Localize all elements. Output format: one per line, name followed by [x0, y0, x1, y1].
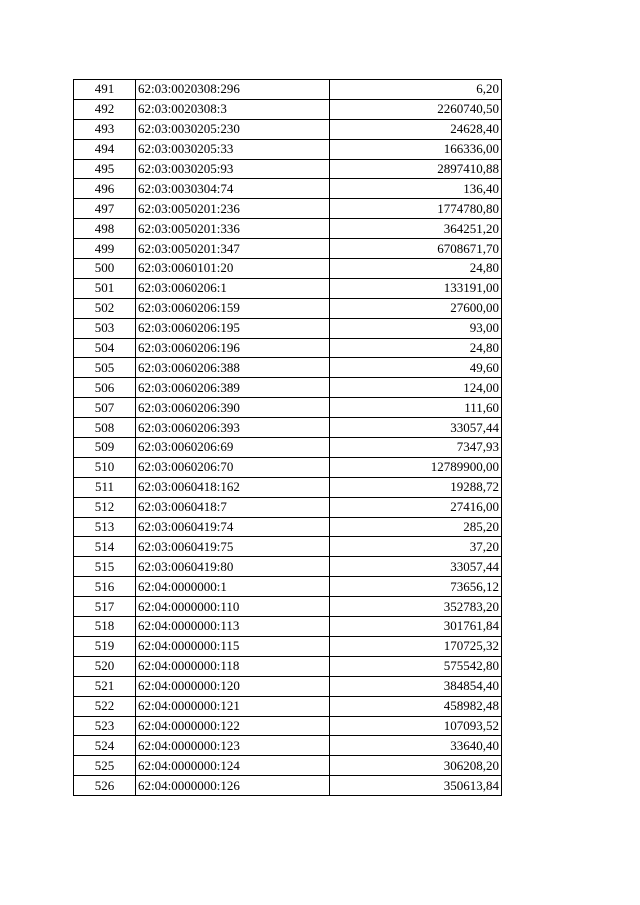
cadastral-number-cell: 62:03:0060206:195 [136, 318, 330, 338]
cadastral-number-cell: 62:04:0000000:122 [136, 716, 330, 736]
row-number-cell: 498 [74, 219, 136, 239]
table-row [74, 497, 502, 517]
table-row [74, 537, 502, 557]
value-cell: 136,40 [330, 179, 502, 199]
value-cell: 133191,00 [330, 278, 502, 298]
table-row [74, 736, 502, 756]
cadastral-number-cell: 62:04:0000000:113 [136, 617, 330, 637]
cadastral-number-cell: 62:03:0060206:388 [136, 358, 330, 378]
cadastral-number-cell: 62:03:0060206:196 [136, 338, 330, 358]
row-number-cell: 522 [74, 696, 136, 716]
table-row [74, 438, 502, 458]
cadastral-number-cell: 62:03:0060419:75 [136, 537, 330, 557]
value-cell: 24628,40 [330, 119, 502, 139]
row-number-cell: 520 [74, 656, 136, 676]
row-number-cell: 507 [74, 398, 136, 418]
row-number-cell: 491 [74, 80, 136, 100]
row-number-cell: 499 [74, 239, 136, 259]
row-number-cell: 493 [74, 119, 136, 139]
table-row [74, 338, 502, 358]
cadastral-number-cell: 62:04:0000000:118 [136, 656, 330, 676]
value-cell: 2897410,88 [330, 159, 502, 179]
row-number-cell: 506 [74, 378, 136, 398]
value-cell: 575542,80 [330, 656, 502, 676]
table-row [74, 318, 502, 338]
cadastral-number-cell: 62:04:0000000:123 [136, 736, 330, 756]
value-cell: 111,60 [330, 398, 502, 418]
table-body [74, 80, 502, 796]
cadastral-number-cell: 62:03:0050201:236 [136, 199, 330, 219]
cadastral-number-cell: 62:03:0030304:74 [136, 179, 330, 199]
value-cell: 19288,72 [330, 477, 502, 497]
row-number-cell: 524 [74, 736, 136, 756]
value-cell: 166336,00 [330, 139, 502, 159]
row-number-cell: 495 [74, 159, 136, 179]
cadastral-number-cell: 62:04:0000000:120 [136, 676, 330, 696]
cadastral-number-cell: 62:03:0060419:80 [136, 557, 330, 577]
value-cell: 49,60 [330, 358, 502, 378]
row-number-cell: 509 [74, 438, 136, 458]
value-cell: 364251,20 [330, 219, 502, 239]
cadastral-number-cell: 62:03:0060206:389 [136, 378, 330, 398]
value-cell: 170725,32 [330, 636, 502, 656]
cadastral-number-cell: 62:03:0060206:69 [136, 438, 330, 458]
cadastral-number-cell: 62:04:0000000:121 [136, 696, 330, 716]
cadastral-number-cell: 62:03:0060418:7 [136, 497, 330, 517]
table-row [74, 199, 502, 219]
value-cell: 6708671,70 [330, 239, 502, 259]
cadastral-number-cell: 62:03:0050201:336 [136, 219, 330, 239]
cadastral-number-cell: 62:03:0060419:74 [136, 517, 330, 537]
row-number-cell: 512 [74, 497, 136, 517]
value-cell: 12789900,00 [330, 457, 502, 477]
table-row [74, 656, 502, 676]
cadastral-number-cell: 62:03:0060206:393 [136, 418, 330, 438]
cadastral-number-cell: 62:03:0020308:3 [136, 99, 330, 119]
table-row [74, 457, 502, 477]
data-table [73, 79, 502, 796]
row-number-cell: 494 [74, 139, 136, 159]
value-cell: 27600,00 [330, 298, 502, 318]
row-number-cell: 521 [74, 676, 136, 696]
cadastral-number-cell: 62:04:0000000:115 [136, 636, 330, 656]
value-cell: 24,80 [330, 338, 502, 358]
cadastral-number-cell: 62:04:0000000:110 [136, 597, 330, 617]
row-number-cell: 497 [74, 199, 136, 219]
value-cell: 93,00 [330, 318, 502, 338]
value-cell: 384854,40 [330, 676, 502, 696]
table-row [74, 378, 502, 398]
value-cell: 306208,20 [330, 756, 502, 776]
table-row [74, 259, 502, 279]
table-row [74, 219, 502, 239]
table-row [74, 239, 502, 259]
table-row [74, 418, 502, 438]
value-cell: 107093,52 [330, 716, 502, 736]
table-row [74, 398, 502, 418]
value-cell: 37,20 [330, 537, 502, 557]
row-number-cell: 514 [74, 537, 136, 557]
row-number-cell: 516 [74, 577, 136, 597]
row-number-cell: 492 [74, 99, 136, 119]
cadastral-number-cell: 62:03:0060206:390 [136, 398, 330, 418]
table-row [74, 756, 502, 776]
table-row [74, 517, 502, 537]
cadastral-number-cell: 62:03:0060418:162 [136, 477, 330, 497]
value-cell: 27416,00 [330, 497, 502, 517]
value-cell: 2260740,50 [330, 99, 502, 119]
row-number-cell: 510 [74, 457, 136, 477]
value-cell: 124,00 [330, 378, 502, 398]
table-row [74, 358, 502, 378]
value-cell: 350613,84 [330, 776, 502, 796]
value-cell: 33057,44 [330, 557, 502, 577]
row-number-cell: 518 [74, 617, 136, 637]
value-cell: 24,80 [330, 259, 502, 279]
cadastral-number-cell: 62:04:0000000:124 [136, 756, 330, 776]
row-number-cell: 523 [74, 716, 136, 736]
row-number-cell: 502 [74, 298, 136, 318]
table-row [74, 99, 502, 119]
table-row [74, 179, 502, 199]
cadastral-number-cell: 62:03:0060206:1 [136, 278, 330, 298]
cadastral-number-cell: 62:03:0060206:70 [136, 457, 330, 477]
row-number-cell: 515 [74, 557, 136, 577]
table-row [74, 636, 502, 656]
row-number-cell: 511 [74, 477, 136, 497]
value-cell: 33057,44 [330, 418, 502, 438]
cadastral-number-cell: 62:03:0030205:33 [136, 139, 330, 159]
row-number-cell: 504 [74, 338, 136, 358]
cadastral-number-cell: 62:03:0030205:93 [136, 159, 330, 179]
table-row [74, 716, 502, 736]
cadastral-number-cell: 62:04:0000000:1 [136, 577, 330, 597]
table-row [74, 676, 502, 696]
cadastral-number-cell: 62:03:0020308:296 [136, 80, 330, 100]
cadastral-number-cell: 62:03:0030205:230 [136, 119, 330, 139]
value-cell: 458982,48 [330, 696, 502, 716]
row-number-cell: 508 [74, 418, 136, 438]
value-cell: 73656,12 [330, 577, 502, 597]
table-row [74, 577, 502, 597]
row-number-cell: 519 [74, 636, 136, 656]
table-row [74, 278, 502, 298]
table-row [74, 139, 502, 159]
value-cell: 285,20 [330, 517, 502, 537]
table-row [74, 776, 502, 796]
table-row [74, 617, 502, 637]
table-row [74, 597, 502, 617]
table-row [74, 696, 502, 716]
table-row [74, 477, 502, 497]
table-row [74, 119, 502, 139]
row-number-cell: 517 [74, 597, 136, 617]
value-cell: 301761,84 [330, 617, 502, 637]
row-number-cell: 526 [74, 776, 136, 796]
row-number-cell: 500 [74, 259, 136, 279]
table-row [74, 159, 502, 179]
row-number-cell: 525 [74, 756, 136, 776]
value-cell: 352783,20 [330, 597, 502, 617]
value-cell: 1774780,80 [330, 199, 502, 219]
value-cell: 6,20 [330, 80, 502, 100]
table-row [74, 298, 502, 318]
row-number-cell: 513 [74, 517, 136, 537]
cadastral-number-cell: 62:03:0060101:20 [136, 259, 330, 279]
table-row [74, 557, 502, 577]
cadastral-number-cell: 62:03:0060206:159 [136, 298, 330, 318]
table-row [74, 80, 502, 100]
value-cell: 33640,40 [330, 736, 502, 756]
row-number-cell: 503 [74, 318, 136, 338]
row-number-cell: 496 [74, 179, 136, 199]
cadastral-number-cell: 62:03:0050201:347 [136, 239, 330, 259]
row-number-cell: 501 [74, 278, 136, 298]
value-cell: 7347,93 [330, 438, 502, 458]
row-number-cell: 505 [74, 358, 136, 378]
cadastral-number-cell: 62:04:0000000:126 [136, 776, 330, 796]
